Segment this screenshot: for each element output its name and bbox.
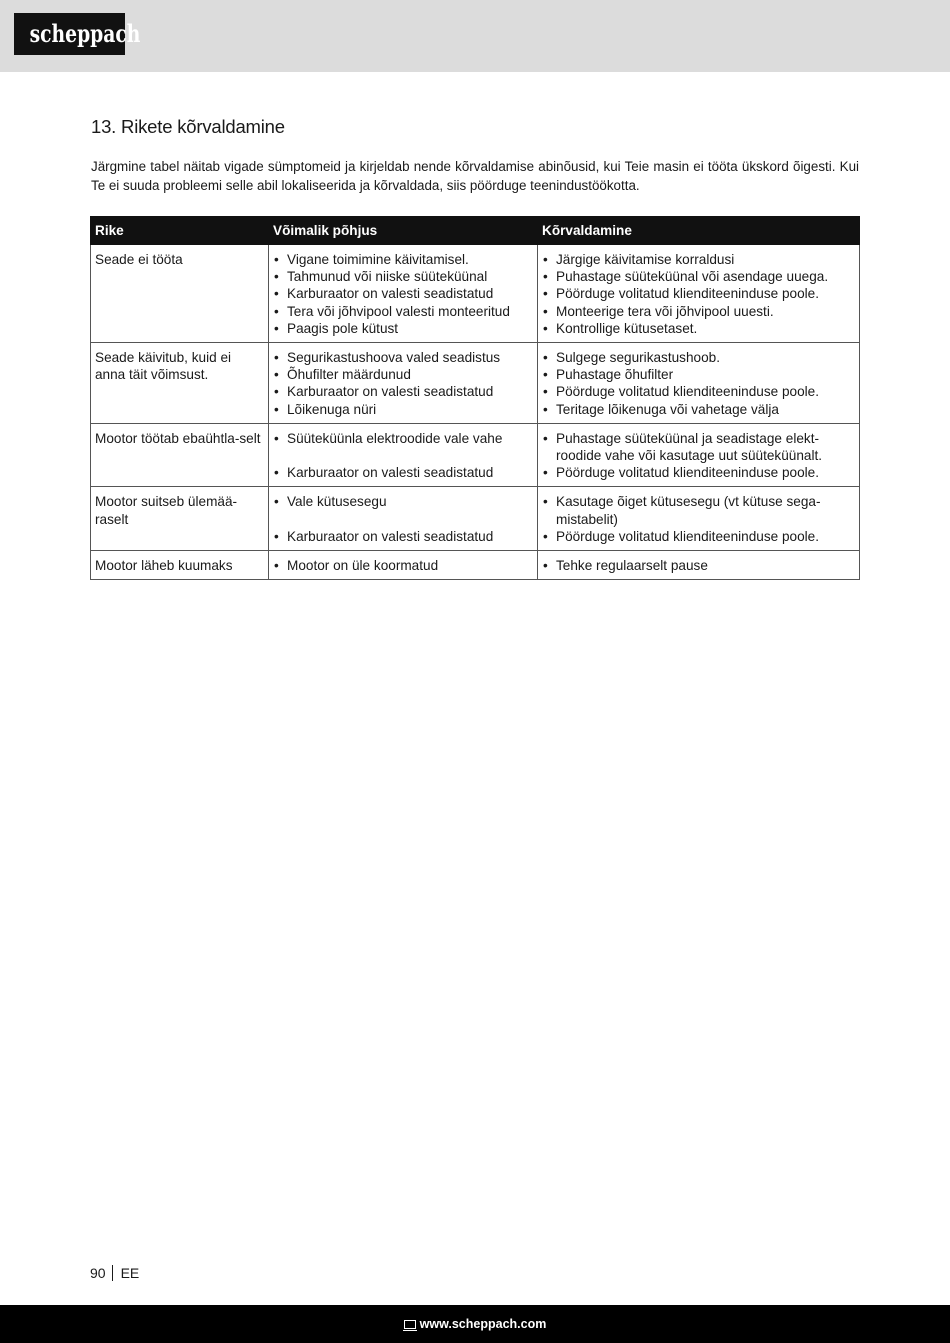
cause-cell — [269, 487, 538, 551]
remedy-cell — [538, 245, 860, 343]
cause-item: • Tahmunud või niiske süüteküünal — [273, 268, 533, 285]
fault-cell: Seade käivitub, kuid ei anna täit võimsust. — [91, 343, 269, 424]
remedy-item: • Järgige käivitamise korraldusi — [542, 251, 855, 268]
remedy-list — [542, 430, 855, 482]
website-url[interactable]: www.scheppach.com — [419, 1317, 547, 1331]
remedy-cell — [538, 343, 860, 424]
cause-item: • Tera või jõhvipool valesti monteeritud — [273, 303, 533, 320]
cause-item: • Vigane toimimine käivitamisel. — [273, 251, 533, 268]
header-fault: Rike — [91, 217, 269, 245]
cause-cell — [269, 551, 538, 580]
cause-item: • Karburaator on valesti seadistatud — [273, 528, 533, 545]
table-row — [91, 551, 860, 580]
section-title: 13. Rikete kõrvaldamine — [91, 116, 285, 137]
remedy-item: • Pöörduge volitatud klienditeeninduse poole. — [542, 528, 855, 545]
table-row — [91, 487, 860, 551]
cause-cell — [269, 245, 538, 343]
cause-item: • Karburaator on valesti seadistatud — [273, 383, 533, 400]
fault-cell: Seade ei tööta — [91, 245, 269, 343]
remedy-cell — [538, 551, 860, 580]
remedy-list — [542, 493, 855, 545]
remedy-item: • Teritage lõikenuga või vahetage välja — [542, 401, 855, 418]
remedy-item: • Pöörduge volitatud klienditeeninduse poole. — [542, 464, 855, 481]
cause-item: • Lõikenuga nüri — [273, 401, 533, 418]
header-remedy: Kõrvaldamine — [538, 217, 860, 245]
cause-item — [273, 511, 533, 528]
remedy-item: • Kontrollige kütusetaset. — [542, 320, 855, 337]
remedy-item: • Monteerige tera või jõhvipool uuesti. — [542, 303, 855, 320]
remedy-item: • Puhastage õhufilter — [542, 366, 855, 383]
fault-cell: Mootor läheb kuumaks — [91, 551, 269, 580]
cause-item: • Vale kütusesegu — [273, 493, 533, 510]
cause-item: • Mootor on üle koormatud — [273, 557, 533, 574]
remedy-item: • Sulgege segurikastushoob. — [542, 349, 855, 366]
cause-list — [273, 349, 533, 418]
remedy-list — [542, 251, 855, 337]
page-footer — [0, 1305, 950, 1343]
cause-list — [273, 430, 533, 482]
cause-cell — [269, 423, 538, 487]
remedy-item: • Tehke regulaarselt pause — [542, 557, 855, 574]
remedy-cell — [538, 487, 860, 551]
fault-cell: Mootor suitseb ülemää-raselt — [91, 487, 269, 551]
remedy-cell — [538, 423, 860, 487]
remedy-list — [542, 557, 855, 574]
cause-item: • Õhufilter määrdunud — [273, 366, 533, 383]
monitor-icon — [404, 1320, 416, 1329]
header-cause: Võimalik põhjus — [269, 217, 538, 245]
cause-item — [273, 447, 533, 464]
cause-list — [273, 251, 533, 337]
section-intro: Järgmine tabel näitab vigade sümptomeid ja kirjeldab nende kõrvaldamise abinõusid, kui Teie masin ei tööta ükskord õigesti. Kui Te ei suuda probleemi selle abil lokaliseerida ja kõrvaldada, siis pöörduge teenindustöökotta. — [91, 159, 859, 193]
remedy-list — [542, 349, 855, 418]
troubleshooting-table — [90, 216, 860, 580]
cause-item: • Segurikastushoova valed seadistus — [273, 349, 533, 366]
page-number: 90 — [90, 1265, 106, 1281]
separator — [112, 1265, 113, 1281]
table-row — [91, 343, 860, 424]
table-row — [91, 245, 860, 343]
remedy-item: • Kasutage õiget kütusesegu (vt kütuse sega-mistabelit) — [542, 493, 855, 527]
fault-cell: Mootor töötab ebaühtla-selt — [91, 423, 269, 487]
scheppach-logo: scheppach — [14, 13, 125, 55]
cause-list — [273, 493, 533, 545]
remedy-item: • Puhastage süüteküünal või asendage uuega. — [542, 268, 855, 285]
remedy-item: • Pöörduge volitatud klienditeeninduse poole. — [542, 383, 855, 400]
cause-item: • Paagis pole kütust — [273, 320, 533, 337]
page-number-block — [90, 1265, 139, 1281]
remedy-item: • Puhastage süüteküünal ja seadistage elekt-roodide vahe või kasutage uut süüteküünalt. — [542, 430, 855, 464]
cause-item: • Karburaator on valesti seadistatud — [273, 464, 533, 481]
table-body — [91, 245, 860, 580]
remedy-item: • Pöörduge volitatud klienditeeninduse poole. — [542, 285, 855, 302]
cause-item: • Karburaator on valesti seadistatud — [273, 285, 533, 302]
table-header-row — [91, 217, 860, 245]
cause-item: • Süüteküünla elektroodide vale vahe — [273, 430, 533, 447]
language-code: EE — [120, 1265, 140, 1281]
table-row — [91, 423, 860, 487]
cause-cell — [269, 343, 538, 424]
page-header — [0, 0, 950, 72]
cause-list — [273, 557, 533, 574]
